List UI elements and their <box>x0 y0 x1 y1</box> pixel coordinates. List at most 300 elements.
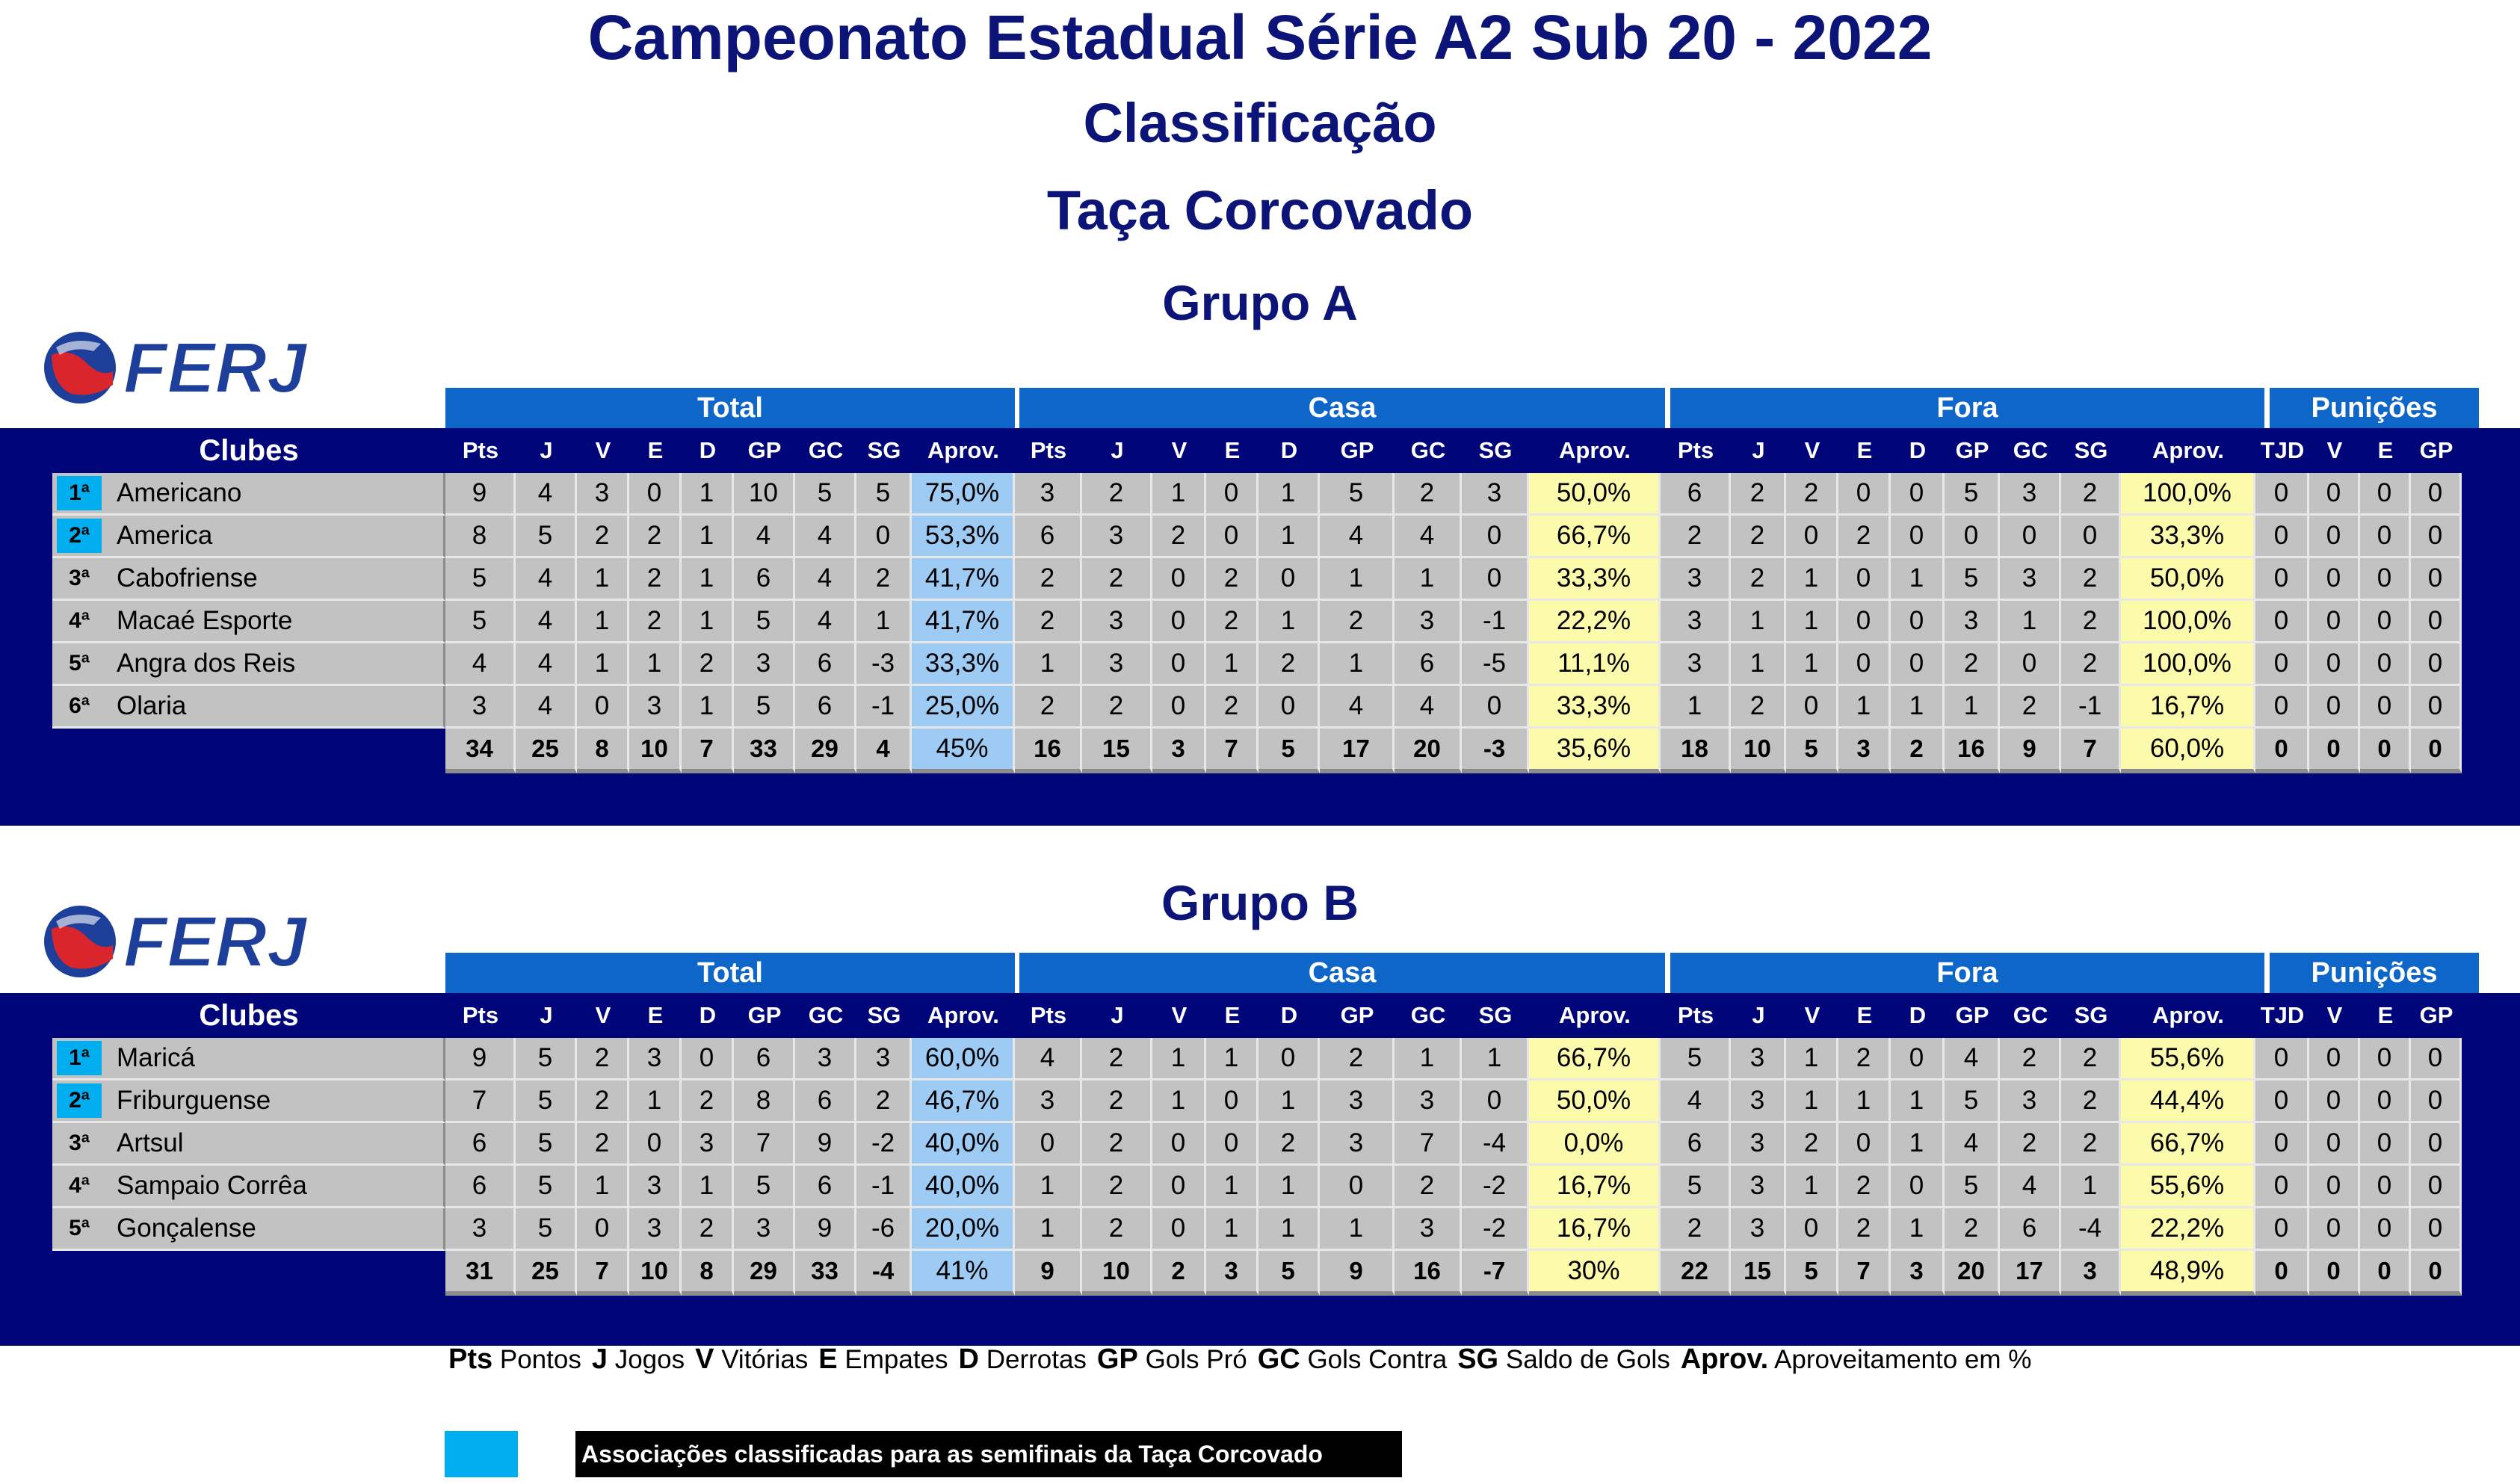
punicoes-cell: 0 <box>2360 643 2411 686</box>
total-stat-cell: 0 <box>577 686 629 729</box>
total-total-stat: 7 <box>682 729 734 773</box>
total-stat-cell: -6 <box>856 1208 912 1251</box>
punicoes-cell: 0 <box>2309 1038 2360 1080</box>
fora-stat-cell: 1 <box>1891 1080 1945 1123</box>
fora-total-stat: 7 <box>2061 729 2121 773</box>
casa-total-stat: 5 <box>1259 1251 1320 1296</box>
casa-stat-cell: 0 <box>1152 601 1206 643</box>
fora-stat-cell: 0 <box>1786 516 1838 558</box>
fora-stat-cell: 2 <box>1731 473 1786 516</box>
fora-aprov-cell: 44,4% <box>2121 1080 2255 1123</box>
position-badge: 5ª <box>69 651 90 675</box>
fora-stat-cell: 1 <box>1731 601 1786 643</box>
punicoes-cell: 0 <box>2411 473 2462 516</box>
svg-text:FERJ: FERJ <box>123 902 307 981</box>
fora-gc-header: GC <box>2000 993 2061 1038</box>
total-aprov-cell: 20,0% <box>912 1208 1015 1251</box>
punicoes-cell: 0 <box>2411 1208 2462 1251</box>
fora-stat-cell: 0 <box>1891 601 1945 643</box>
punicoes-total-cell: 0 <box>2360 729 2411 773</box>
position-cell <box>52 686 106 729</box>
total-stat-cell: 1 <box>682 473 734 516</box>
fora-aprov-cell: 55,6% <box>2121 1166 2255 1208</box>
team-row <box>52 601 2462 643</box>
total-stat-cell: 3 <box>856 1038 912 1080</box>
total-stat-cell: 6 <box>445 1166 516 1208</box>
casa-stat-cell: 2 <box>1015 558 1082 601</box>
total-stat-cell: 0 <box>856 516 912 558</box>
total-stat-cell: 3 <box>629 686 682 729</box>
total-total-stat: 25 <box>516 729 577 773</box>
total-stat-cell: 6 <box>795 1166 856 1208</box>
legend-item <box>818 1345 948 1374</box>
total-v-header: V <box>577 993 629 1038</box>
punicoes-header: Punições <box>2270 953 2479 993</box>
punicoes-cell: 0 <box>2411 643 2462 686</box>
fora-stat-cell: 1 <box>1661 686 1731 729</box>
casa-stat-cell: 1 <box>1206 1208 1259 1251</box>
casa-gc-header: GC <box>1395 993 1462 1038</box>
casa-stat-cell: 0 <box>1259 686 1320 729</box>
punicoes-cell: 0 <box>2255 1208 2309 1251</box>
total-stat-cell: 4 <box>516 601 577 643</box>
fora-stat-cell: 4 <box>1945 1123 2000 1166</box>
casa-v-header: V <box>1152 428 1206 473</box>
position-cell <box>52 516 106 558</box>
casa-stat-cell: 1 <box>1206 1166 1259 1208</box>
total-e-header: E <box>629 428 682 473</box>
casa-aprov-cell: 66,7% <box>1529 1038 1661 1080</box>
fora-total-stat: 7 <box>1838 1251 1891 1296</box>
position-badge: 4ª <box>69 1173 90 1198</box>
total-stat-cell: -1 <box>856 686 912 729</box>
casa-gc-header: GC <box>1395 428 1462 473</box>
punicoes-total-cell: 0 <box>2255 1251 2309 1296</box>
fora-stat-cell: 2 <box>2000 1123 2061 1166</box>
punicoes-cell: 0 <box>2309 516 2360 558</box>
total-stat-cell: 9 <box>795 1208 856 1251</box>
fora-stat-cell: 2 <box>1731 558 1786 601</box>
total-v-header: V <box>577 428 629 473</box>
abbreviation-legend <box>448 1344 2042 1376</box>
casa-total-stat: 16 <box>1015 729 1082 773</box>
casa-stat-cell: 4 <box>1320 516 1395 558</box>
total-gp-header: GP <box>734 428 795 473</box>
casa-stat-cell: 2 <box>1082 1208 1152 1251</box>
fora-gc-header: GC <box>2000 428 2061 473</box>
team-row <box>52 1123 2462 1166</box>
club-name: Friburguense <box>106 1080 445 1123</box>
casa-stat-cell: 0 <box>1462 1080 1529 1123</box>
legend-abbr: D <box>958 1344 979 1375</box>
fora-j-header: J <box>1731 428 1786 473</box>
total-stat-cell: -3 <box>856 643 912 686</box>
total-total-stat: 10 <box>629 729 682 773</box>
totals-row <box>52 729 2462 773</box>
casa-stat-cell: 5 <box>1320 473 1395 516</box>
casa-stat-cell: 2 <box>1082 473 1152 516</box>
punicoes-cell: 0 <box>2255 1080 2309 1123</box>
punicoes-gp-header: GP <box>2411 993 2462 1038</box>
total-total-stat: 7 <box>577 1251 629 1296</box>
total-aprov-cell: 60,0% <box>912 1038 1015 1080</box>
casa-stat-cell: 1 <box>1320 558 1395 601</box>
team-row <box>52 1080 2462 1123</box>
casa-stat-cell: 1 <box>1152 1080 1206 1123</box>
punicoes-cell: 0 <box>2360 686 2411 729</box>
total-stat-cell: -2 <box>856 1123 912 1166</box>
fora-header: Fora <box>1670 953 2264 993</box>
total-pts-header: Pts <box>445 993 516 1038</box>
casa-aprov-cell: 11,1% <box>1529 643 1661 686</box>
casa-stat-cell: 1 <box>1259 601 1320 643</box>
position-badge: 2ª <box>57 519 102 553</box>
fora-stat-cell: 2 <box>2061 558 2121 601</box>
total-aprov-header: Aprov. <box>912 428 1015 473</box>
fora-aprov-cell: 22,2% <box>2121 1208 2255 1251</box>
fora-stat-cell: 2 <box>2061 1080 2121 1123</box>
casa-pts-header: Pts <box>1015 428 1082 473</box>
total-d-header: D <box>682 993 734 1038</box>
legend-abbr: GC <box>1257 1344 1300 1375</box>
casa-total-stat: 20 <box>1395 729 1462 773</box>
casa-total-stat: -3 <box>1462 729 1529 773</box>
total-stat-cell: 2 <box>577 1080 629 1123</box>
total-stat-cell: 3 <box>577 473 629 516</box>
totals-blank <box>52 729 445 773</box>
total-stat-cell: 9 <box>795 1123 856 1166</box>
punicoes-cell: 0 <box>2309 1166 2360 1208</box>
punicoes-cell: 0 <box>2255 1038 2309 1080</box>
punicoes-cell: 0 <box>2309 643 2360 686</box>
fora-stat-cell: 2 <box>1838 1038 1891 1080</box>
fora-stat-cell: 3 <box>1945 601 2000 643</box>
fora-stat-cell: 0 <box>1838 601 1891 643</box>
fora-stat-cell: 1 <box>2000 601 2061 643</box>
punicoes-total-cell: 0 <box>2255 729 2309 773</box>
total-aprov-cell: 46,7% <box>912 1080 1015 1123</box>
total-stat-cell: 1 <box>577 643 629 686</box>
casa-stat-cell: 2 <box>1152 516 1206 558</box>
casa-stat-cell: 1 <box>1015 1166 1082 1208</box>
fora-total-stat: 17 <box>2000 1251 2061 1296</box>
total-stat-cell: 6 <box>795 643 856 686</box>
casa-total-aprov: 35,6% <box>1529 729 1661 773</box>
punicoes-gp-header: GP <box>2411 428 2462 473</box>
fora-stat-cell: 2 <box>1838 1166 1891 1208</box>
total-total-stat: 8 <box>577 729 629 773</box>
fora-stat-cell: 3 <box>1661 558 1731 601</box>
casa-stat-cell: 0 <box>1152 686 1206 729</box>
total-stat-cell: 5 <box>445 558 516 601</box>
casa-d-header: D <box>1259 993 1320 1038</box>
total-stat-cell: 4 <box>516 473 577 516</box>
total-stat-cell: 5 <box>516 1080 577 1123</box>
position-cell <box>52 473 106 516</box>
total-stat-cell: 4 <box>734 516 795 558</box>
casa-j-header: J <box>1082 993 1152 1038</box>
ferj-logo <box>41 325 340 407</box>
total-stat-cell: 0 <box>682 1038 734 1080</box>
fora-total-stat: 3 <box>2061 1251 2121 1296</box>
casa-stat-cell: 3 <box>1395 601 1462 643</box>
team-row <box>52 1166 2462 1208</box>
fora-sg-header: SG <box>2061 993 2121 1038</box>
total-aprov-cell: 75,0% <box>912 473 1015 516</box>
total-stat-cell: 3 <box>734 643 795 686</box>
club-name: Americano <box>106 473 445 516</box>
legend-abbr: Aprov. <box>1680 1344 1769 1375</box>
casa-stat-cell: 0 <box>1206 473 1259 516</box>
punicoes-cell: 0 <box>2255 601 2309 643</box>
casa-stat-cell: 7 <box>1395 1123 1462 1166</box>
position-badge: 4ª <box>69 608 90 633</box>
position-badge: 2ª <box>57 1083 102 1118</box>
fora-stat-cell: 1 <box>1891 686 1945 729</box>
casa-aprov-header: Aprov. <box>1529 993 1661 1038</box>
total-stat-cell: 5 <box>734 686 795 729</box>
total-stat-cell: 5 <box>516 516 577 558</box>
casa-stat-cell: 0 <box>1320 1166 1395 1208</box>
legend-desc: Vitórias <box>721 1345 809 1374</box>
punicoes-cell: 0 <box>2360 516 2411 558</box>
fora-stat-cell: 3 <box>1731 1080 1786 1123</box>
casa-stat-cell: 1 <box>1206 1038 1259 1080</box>
punicoes-header: Punições <box>2270 388 2479 428</box>
fora-stat-cell: 0 <box>1891 1166 1945 1208</box>
punicoes-cell: 0 <box>2255 558 2309 601</box>
casa-e-header: E <box>1206 428 1259 473</box>
fora-d-header: D <box>1891 993 1945 1038</box>
total-stat-cell: 2 <box>629 601 682 643</box>
total-stat-cell: 3 <box>795 1038 856 1080</box>
casa-stat-cell: 2 <box>1320 601 1395 643</box>
casa-stat-cell: 0 <box>1462 516 1529 558</box>
total-stat-cell: 4 <box>795 601 856 643</box>
total-stat-cell: 3 <box>445 1208 516 1251</box>
total-stat-cell: 6 <box>795 1080 856 1123</box>
punicoes-v-header: V <box>2309 428 2360 473</box>
legend-desc: Empates <box>844 1345 948 1374</box>
fora-total-stat: 3 <box>1891 1251 1945 1296</box>
casa-stat-cell: 0 <box>1259 1038 1320 1080</box>
legend-item <box>448 1345 581 1374</box>
casa-stat-cell: 0 <box>1152 1123 1206 1166</box>
casa-d-header: D <box>1259 428 1320 473</box>
team-row <box>52 516 2462 558</box>
total-j-header: J <box>516 428 577 473</box>
casa-stat-cell: 3 <box>1462 473 1529 516</box>
legend-desc: Pontos <box>499 1345 581 1374</box>
total-aprov-cell: 33,3% <box>912 643 1015 686</box>
total-stat-cell: 0 <box>577 1208 629 1251</box>
team-row <box>52 558 2462 601</box>
fora-stat-cell: 3 <box>1731 1166 1786 1208</box>
club-name: Macaé Esporte <box>106 601 445 643</box>
club-name: Gonçalense <box>106 1208 445 1251</box>
casa-stat-cell: 0 <box>1206 1080 1259 1123</box>
total-total-stat: 8 <box>682 1251 734 1296</box>
casa-stat-cell: 0 <box>1462 558 1529 601</box>
casa-total-stat: 9 <box>1015 1251 1082 1296</box>
fora-stat-cell: 1 <box>1786 1080 1838 1123</box>
fora-stat-cell: 0 <box>1838 473 1891 516</box>
fora-total-stat: 9 <box>2000 729 2061 773</box>
casa-stat-cell: 1 <box>1395 558 1462 601</box>
total-total-aprov: 45% <box>912 729 1015 773</box>
punicoes-cell: 0 <box>2411 1123 2462 1166</box>
fora-stat-cell: 5 <box>1945 1080 2000 1123</box>
team-row <box>52 1208 2462 1251</box>
legend-item <box>695 1345 808 1374</box>
column-header-row <box>52 993 2462 1038</box>
casa-total-stat: 15 <box>1082 729 1152 773</box>
legend-desc: Saldo de Gols <box>1505 1345 1670 1374</box>
casa-stat-cell: 3 <box>1082 643 1152 686</box>
punicoes-cell: 0 <box>2360 601 2411 643</box>
casa-stat-cell: 1 <box>1015 643 1082 686</box>
fora-pts-header: Pts <box>1661 428 1731 473</box>
casa-stat-cell: 0 <box>1259 558 1320 601</box>
fora-v-header: V <box>1786 428 1838 473</box>
total-stat-cell: 4 <box>445 643 516 686</box>
fora-stat-cell: 0 <box>2000 516 2061 558</box>
total-stat-cell: 3 <box>682 1123 734 1166</box>
casa-header: Casa <box>1019 388 1665 428</box>
legend-abbr: Pts <box>448 1344 493 1375</box>
total-sg-header: SG <box>856 428 912 473</box>
fora-stat-cell: 2 <box>2061 643 2121 686</box>
punicoes-cell: 0 <box>2411 601 2462 643</box>
punicoes-cell: 0 <box>2255 1123 2309 1166</box>
fora-stat-cell: 2 <box>1661 1208 1731 1251</box>
total-total-stat: 33 <box>734 729 795 773</box>
total-stat-cell: 2 <box>856 558 912 601</box>
casa-e-header: E <box>1206 993 1259 1038</box>
casa-stat-cell: 1 <box>1320 1208 1395 1251</box>
team-row <box>52 473 2462 516</box>
punicoes-v-header: V <box>2309 993 2360 1038</box>
fora-total-stat: 15 <box>1731 1251 1786 1296</box>
fora-stat-cell: 0 <box>1838 1123 1891 1166</box>
total-stat-cell: 2 <box>682 1208 734 1251</box>
fora-stat-cell: 1 <box>2061 1166 2121 1208</box>
fora-stat-cell: 2 <box>1731 516 1786 558</box>
casa-stat-cell: 2 <box>1206 686 1259 729</box>
casa-stat-cell: -2 <box>1462 1208 1529 1251</box>
total-aprov-cell: 41,7% <box>912 601 1015 643</box>
fora-total-stat: 2 <box>1891 729 1945 773</box>
fora-stat-cell: 6 <box>1661 473 1731 516</box>
total-stat-cell: 5 <box>445 601 516 643</box>
svg-text:FERJ: FERJ <box>123 328 307 407</box>
legend-desc: Aproveitamento em % <box>1774 1345 2032 1374</box>
casa-gp-header: GP <box>1320 993 1395 1038</box>
casa-j-header: J <box>1082 428 1152 473</box>
punicoes-cell: 0 <box>2309 1080 2360 1123</box>
casa-stat-cell: 1 <box>1152 473 1206 516</box>
total-total-stat: 29 <box>734 1251 795 1296</box>
group-a-table <box>52 428 2462 773</box>
total-stat-cell: 2 <box>682 1080 734 1123</box>
total-stat-cell: 5 <box>516 1166 577 1208</box>
casa-stat-cell: 3 <box>1015 1080 1082 1123</box>
fora-sg-header: SG <box>2061 428 2121 473</box>
casa-aprov-cell: 16,7% <box>1529 1208 1661 1251</box>
total-stat-cell: 1 <box>682 516 734 558</box>
casa-stat-cell: -1 <box>1462 601 1529 643</box>
fora-stat-cell: 5 <box>1945 473 2000 516</box>
fora-stat-cell: 1 <box>1786 1166 1838 1208</box>
total-stat-cell: 1 <box>682 601 734 643</box>
total-stat-cell: 5 <box>856 473 912 516</box>
casa-stat-cell: 1 <box>1152 1038 1206 1080</box>
fora-stat-cell: 0 <box>1838 643 1891 686</box>
fora-pts-header: Pts <box>1661 993 1731 1038</box>
total-stat-cell: 4 <box>795 516 856 558</box>
casa-total-stat: 10 <box>1082 1251 1152 1296</box>
total-aprov-cell: 41,7% <box>912 558 1015 601</box>
casa-gp-header: GP <box>1320 428 1395 473</box>
fora-stat-cell: 0 <box>2000 643 2061 686</box>
casa-stat-cell: 2 <box>1206 601 1259 643</box>
fora-e-header: E <box>1838 993 1891 1038</box>
total-stat-cell: 6 <box>734 1038 795 1080</box>
fora-total-stat: 3 <box>1838 729 1891 773</box>
punicoes-e-header: E <box>2360 993 2411 1038</box>
total-total-stat: 31 <box>445 1251 516 1296</box>
casa-stat-cell: 0 <box>1152 1208 1206 1251</box>
casa-stat-cell: 2 <box>1082 1166 1152 1208</box>
legend-item <box>959 1345 1087 1374</box>
punicoes-cell: 0 <box>2360 473 2411 516</box>
total-total-aprov: 41% <box>912 1251 1015 1296</box>
total-stat-cell: 2 <box>856 1080 912 1123</box>
fora-total-stat: 16 <box>1945 729 2000 773</box>
fora-stat-cell: 2 <box>1731 686 1786 729</box>
casa-stat-cell: 4 <box>1320 686 1395 729</box>
casa-pts-header: Pts <box>1015 993 1082 1038</box>
total-stat-cell: 2 <box>577 1038 629 1080</box>
casa-stat-cell: 1 <box>1320 643 1395 686</box>
fora-stat-cell: 0 <box>1891 473 1945 516</box>
punicoes-total-cell: 0 <box>2360 1251 2411 1296</box>
punicoes-cell: 0 <box>2309 1123 2360 1166</box>
qualified-color-swatch <box>445 1431 518 1477</box>
total-stat-cell: 6 <box>445 1123 516 1166</box>
total-stat-cell: 3 <box>629 1208 682 1251</box>
total-total-stat: -4 <box>856 1251 912 1296</box>
casa-stat-cell: 1 <box>1259 1166 1320 1208</box>
legend-item <box>1097 1345 1247 1374</box>
punicoes-cell: 0 <box>2255 686 2309 729</box>
fora-stat-cell: 3 <box>1731 1123 1786 1166</box>
total-aprov-header: Aprov. <box>912 993 1015 1038</box>
qualified-note: Associações classificadas para as semifinais da Taça Corcovado <box>575 1431 1402 1477</box>
casa-stat-cell: 0 <box>1152 643 1206 686</box>
punicoes-cell: 0 <box>2255 643 2309 686</box>
fora-stat-cell: 2 <box>1945 1208 2000 1251</box>
club-name: Sampaio Corrêa <box>106 1166 445 1208</box>
casa-aprov-cell: 33,3% <box>1529 558 1661 601</box>
punicoes-cell: 0 <box>2360 1166 2411 1208</box>
casa-total-stat: 7 <box>1206 729 1259 773</box>
punicoes-cell: 0 <box>2411 686 2462 729</box>
fora-stat-cell: 4 <box>2000 1166 2061 1208</box>
legend-desc: Gols Pró <box>1145 1345 1247 1374</box>
legend-item <box>1457 1345 1670 1374</box>
fora-stat-cell: 0 <box>1891 1038 1945 1080</box>
